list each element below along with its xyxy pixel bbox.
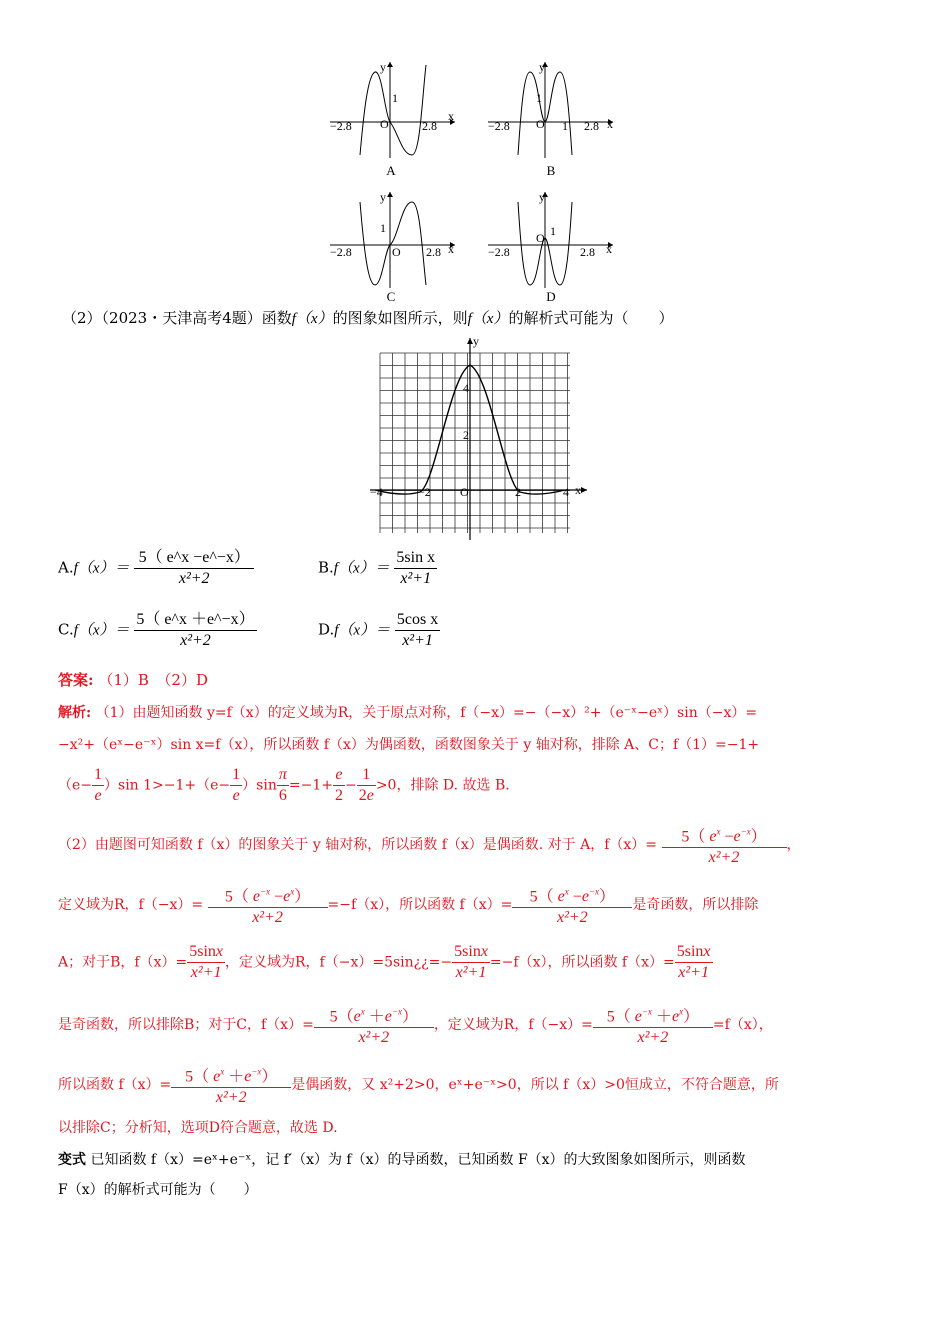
graph-c bbox=[330, 190, 460, 290]
analysis-p2-line-4: 是奇函数，所以排除B；对于C，f（x）= $\frac{5(e^x +e^{-x})}{\text{x²+2}}$ ，定义域为R，f（−x）= $\frac{5( e^{-x} +e^x)}{\text{x²+2}}$ =f（x）， bbox=[58, 1002, 773, 1048]
svg-text:2.8: 2.8 bbox=[580, 245, 595, 259]
svg-text:1: 1 bbox=[562, 119, 568, 133]
svg-text:O: O bbox=[392, 245, 401, 259]
analysis-p2-line-1: （2）由题图可知函数 f（x）的图象关于 y 轴对称，所以函数 f（x）是偶函数. 对于 A，f（x）= $\frac{5( e^x -e^{-x})}{\text{x²+2}}$ ， bbox=[58, 822, 801, 868]
svg-text:O: O bbox=[460, 485, 469, 499]
option-c: C.f（x）＝ $\frac{5( e\^{}x +e\^{}-x)}{\text{x²+2}}$ bbox=[58, 611, 255, 649]
svg-text:1: 1 bbox=[536, 91, 542, 105]
main-graph bbox=[365, 335, 590, 545]
svg-text:2.8: 2.8 bbox=[426, 245, 441, 259]
analysis-line-2: −x²+（eˣ−e⁻ˣ）sin x=f（x），所以函数 f（x）为偶函数，函数图象关于 y 轴对称，排除 A、C；f（1）=−1+ bbox=[58, 737, 760, 753]
svg-text:2: 2 bbox=[463, 428, 469, 442]
svg-text:−2.8: −2.8 bbox=[330, 119, 352, 133]
analysis-p2-line-2: 定义域为R，f（−x）= $\frac{5( e^{-x} -e^x)}{\text{x²+2}}$ =−f（x），所以函数 f（x）= $\frac{5( e^x -e^{-x})}{\text{x²+2}}$ 是奇函数，所以排除 bbox=[58, 882, 758, 928]
question-2-stem: （2）（2023・天津高考4题）函数f（x）的图象如图所示，则f（x）的解析式可能为（ ） bbox=[62, 309, 674, 327]
svg-text:y: y bbox=[539, 60, 545, 74]
svg-text:x: x bbox=[448, 242, 454, 256]
svg-text:x: x bbox=[606, 242, 612, 256]
svg-text:−2.8: −2.8 bbox=[488, 245, 510, 259]
caption-d: D bbox=[546, 289, 556, 304]
svg-text:y: y bbox=[473, 335, 479, 348]
svg-text:−2: −2 bbox=[418, 485, 431, 499]
analysis-line-1: 解析: （1）由题知函数 y=f（x）的定义域为R，关于原点对称，f（−x）=−（−x）²+（e⁻ˣ−eˣ）sin（−x）= bbox=[58, 705, 758, 721]
variant-line-2: F（x）的解析式可能为（ ） bbox=[58, 1182, 258, 1198]
svg-text:x: x bbox=[607, 117, 613, 131]
analysis-p2-line-5: 所以函数 f（x）= $\frac{5( e^x +e^{-x})}{\text{x²+2}}$ 是偶函数，又 x²+2>0，eˣ+e⁻ˣ>0，所以 f（x）>0恒成立，不符合题意，所 bbox=[58, 1062, 779, 1108]
caption-c: C bbox=[386, 289, 396, 304]
svg-text:O: O bbox=[380, 117, 389, 131]
option-a: A.f（x）＝ $\frac{5( e\^{}x -e\^{}-x)}{\text{x²+2}}$ bbox=[58, 548, 254, 589]
caption-a: A bbox=[386, 163, 396, 178]
svg-text:x: x bbox=[575, 483, 581, 497]
option-b: B.f（x）＝ $\frac{\text{5sin x}}{\text{x²+1}}$ bbox=[318, 549, 436, 587]
svg-text:y: y bbox=[380, 60, 386, 74]
option-d: D.f（x）＝ $\frac{\text{5cos x}}{\text{x²+1}}$ bbox=[318, 611, 439, 649]
variant-line-1: 变式 已知函数 f（x）=eˣ+e⁻ˣ，记 f′（x）为 f（x）的导函数，已知函数 F（x）的大致图象如图所示，则函数 bbox=[58, 1152, 746, 1168]
analysis-line-3: （e− $\frac{1}{e}$ ）sin 1>−1+（e− $\frac{1}{e}$ ）sin $\frac{\pi}{6}$ =−1+ $\frac{e}{2}$ − $\frac{1}{2e}$ >0，排除 D. 故选 B. bbox=[58, 766, 510, 804]
svg-text:y: y bbox=[380, 190, 386, 204]
svg-text:−2.8: −2.8 bbox=[488, 119, 510, 133]
svg-text:2.8: 2.8 bbox=[422, 119, 437, 133]
svg-text:1: 1 bbox=[392, 91, 398, 105]
graph-b bbox=[488, 60, 618, 160]
analysis-p2-line-3: A；对于B，f（x）= $\frac{5\sin x}{\text{x²+1}}$ ，定义域为R，f（−x）=5sin¿¿=− $\frac{5\sin x}{\text{x²+1}}$ =−f（x），所以函数 f（x）= $\frac{5\sin x}{\text{x²+1}}$ bbox=[58, 943, 711, 981]
svg-text:2: 2 bbox=[515, 485, 521, 499]
svg-text:y: y bbox=[539, 190, 545, 204]
graph-d bbox=[488, 190, 618, 290]
caption-b: B bbox=[546, 163, 556, 178]
answer: 答案: （1）B （2）D bbox=[58, 671, 208, 689]
svg-text:O: O bbox=[536, 231, 545, 245]
svg-text:1: 1 bbox=[380, 221, 386, 235]
svg-text:−2.8: −2.8 bbox=[330, 245, 352, 259]
svg-text:−4: −4 bbox=[370, 485, 383, 499]
analysis-p2-line-6: 以排除C；分析知，选项D符合题意，故选 D. bbox=[58, 1120, 338, 1136]
svg-text:4: 4 bbox=[563, 485, 569, 499]
svg-text:1: 1 bbox=[550, 224, 556, 238]
svg-text:2.8: 2.8 bbox=[584, 119, 599, 133]
svg-text:4: 4 bbox=[463, 381, 469, 395]
svg-text:O: O bbox=[536, 117, 545, 131]
svg-text:x: x bbox=[448, 109, 454, 123]
graph-a bbox=[330, 60, 460, 160]
